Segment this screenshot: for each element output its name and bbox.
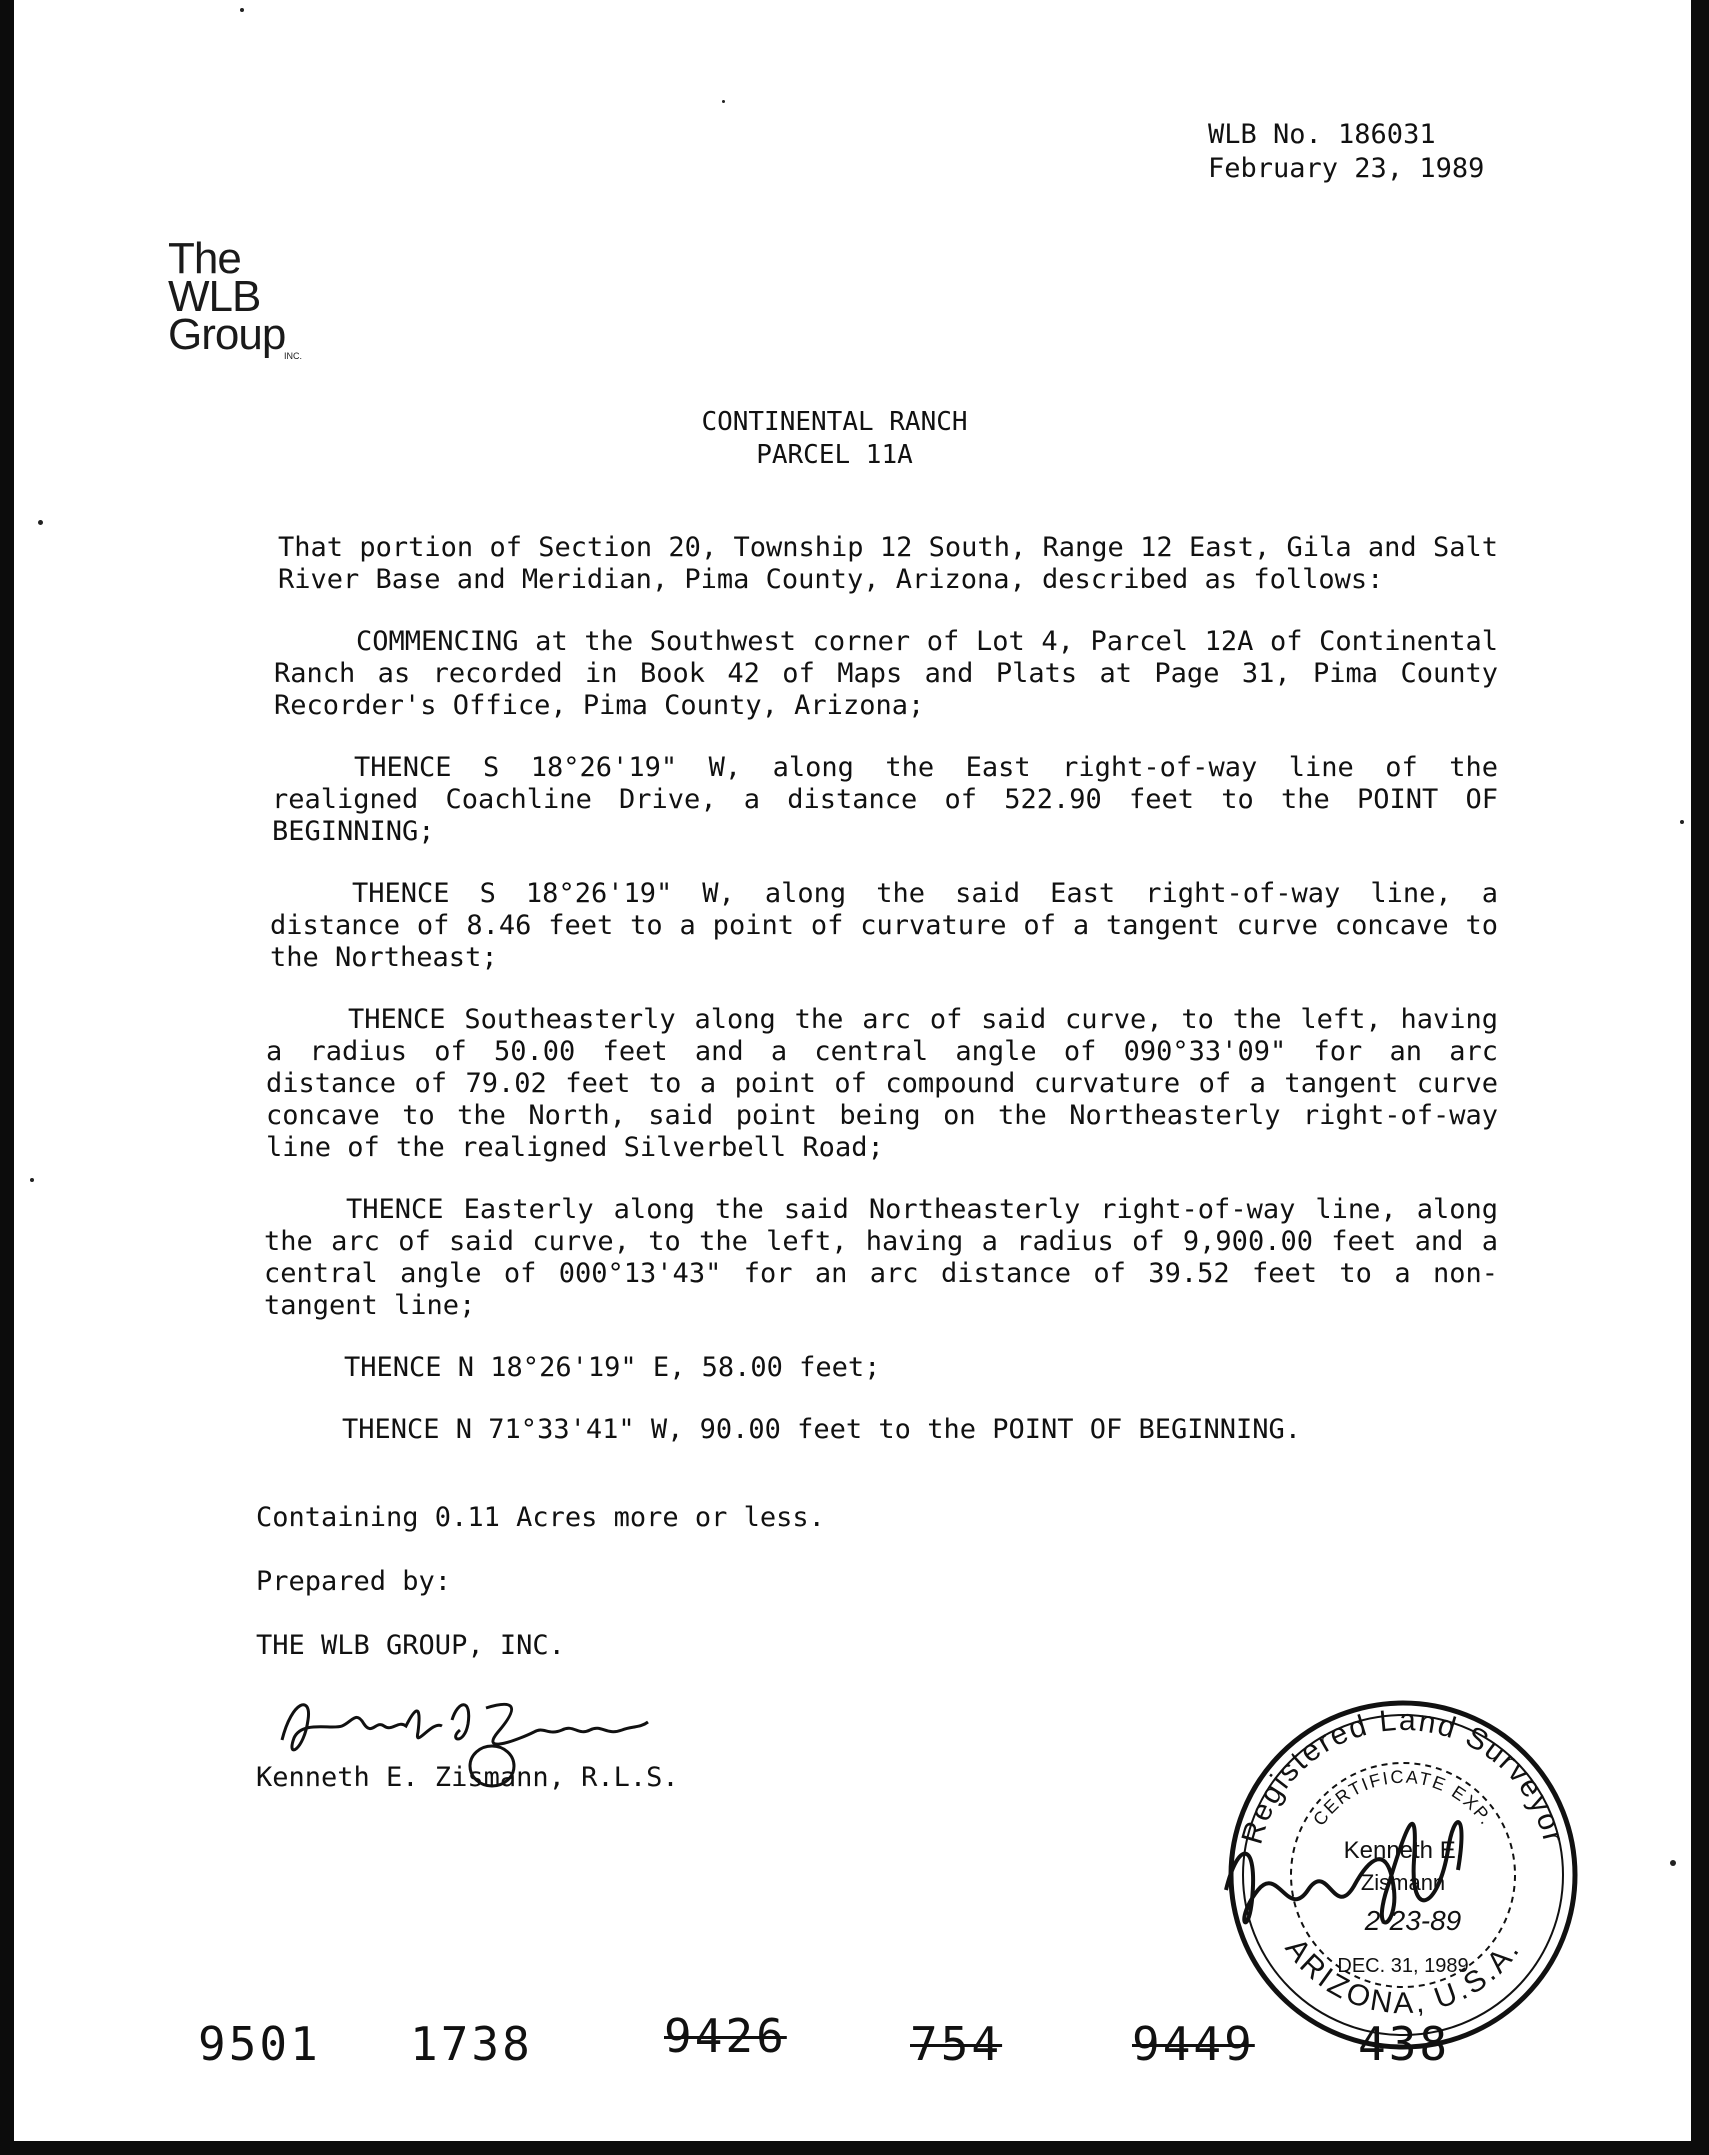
scan-speck [30, 1178, 34, 1182]
footer-number: 1738 [410, 2017, 533, 2071]
svg-text:CERTIFICATE EXP.: CERTIFICATE EXP. [1309, 1766, 1498, 1830]
paragraph-commencing: COMMENCING at the Southwest corner of Lot 4, Parcel 12A of Continental Ranch as recorded in Book 42 of Maps and Plats at Page 31, Pima County Recorder's Office, Pima County, Arizona; [274, 626, 1498, 721]
svg-text:Registered Land Surveyor: Registered Land Surveyor [1235, 1703, 1571, 1848]
paragraph-intro: That portion of Section 20, Township 12 South, Range 12 East, Gila and Salt River Base and Meridian, Pima County, Arizona, described as follows: [278, 532, 1498, 595]
document-reference [1208, 118, 1484, 186]
title-line-1: CONTINENTAL RANCH [701, 407, 968, 437]
paragraph-thence-6: THENCE N 71°33'41" W, 90.00 feet to the POINT OF BEGINNING. [342, 1414, 1302, 1445]
signer-name: Kenneth E. Zismann, R.L.S. [256, 1762, 679, 1793]
title-line-2: PARCEL 11A [756, 440, 913, 470]
logo-inc: INC. [284, 351, 302, 361]
paragraph-thence-5: THENCE N 18°26'19" E, 58.00 feet; [344, 1352, 881, 1383]
paragraph-thence-3: THENCE Southeasterly along the arc of said curve, to the left, having a radius of 50.00 feet and a central angle of 090°33'09" for an arc distance of 79.02 feet to a point of compound curvature of a tangent curve concave to the North, said point being on the Northeasterly right-of-way line of the realigned Silverbell Road; [266, 1004, 1498, 1163]
svg-text:DEC. 31, 1989: DEC. 31, 1989 [1337, 1955, 1469, 1977]
scan-speck [240, 8, 244, 12]
footer-number: 438 [1358, 2017, 1451, 2071]
legal-description [258, 532, 1498, 1476]
logo-line-wlb: WLB [168, 272, 261, 321]
scan-speck [722, 100, 725, 103]
scan-speck [1680, 820, 1684, 824]
document-date: February 23, 1989 [1208, 153, 1485, 184]
logo-line-the: The [168, 234, 241, 283]
footer-number: 9501 [198, 2017, 321, 2071]
svg-text:ARIZONA, U.S.A.: ARIZONA, U.S.A. [1278, 1932, 1528, 2021]
paragraph-thence-4: THENCE Easterly along the said Northeasterly right-of-way line, along the arc of said curve, to the left, having a radius of 9,900.00 feet and a central angle of 000°13'43" for an arc distance of 39.52 feet to a non-tangent line; [264, 1194, 1498, 1321]
scan-speck [1670, 1860, 1676, 1866]
containing-acreage: Containing 0.11 Acres more or less. [256, 1502, 825, 1533]
company-name: THE WLB GROUP, INC. [256, 1630, 565, 1661]
document-title [0, 406, 1709, 472]
footer-document-numbers [0, 2009, 1709, 2076]
svg-text:Kenneth E.: Kenneth E. [1343, 1837, 1463, 1864]
wlb-group-logo [168, 234, 302, 361]
wlb-number: WLB No. 186031 [1208, 119, 1436, 150]
scan-border-left [0, 0, 14, 2155]
paragraph-thence-2: THENCE S 18°26'19" W, along the said East right-of-way line, a distance of 8.46 feet to a point of curvature of a tangent curve concave to the Northeast; [270, 878, 1498, 973]
prepared-by-label: Prepared by: [256, 1566, 452, 1597]
svg-text:Zismann: Zismann [1360, 1870, 1446, 1895]
scan-speck [38, 520, 43, 525]
scan-border-right [1691, 0, 1709, 2155]
footer-number-struck: 9449 [1132, 2017, 1255, 2071]
footer-number-struck: 754 [910, 2017, 1003, 2071]
logo-line-group: Group [168, 310, 286, 359]
svg-text:2-23-89: 2-23-89 [1364, 1905, 1462, 1936]
surveyor-seal-stamp [1218, 1690, 1588, 2060]
scan-border-bottom [0, 2141, 1709, 2155]
paragraph-thence-1: THENCE S 18°26'19" W, along the East right-of-way line of the realigned Coachline Drive, a distance of 522.90 feet to the POINT OF BEGINNING; [272, 752, 1498, 847]
footer-number-struck: 9426 [664, 2009, 787, 2063]
